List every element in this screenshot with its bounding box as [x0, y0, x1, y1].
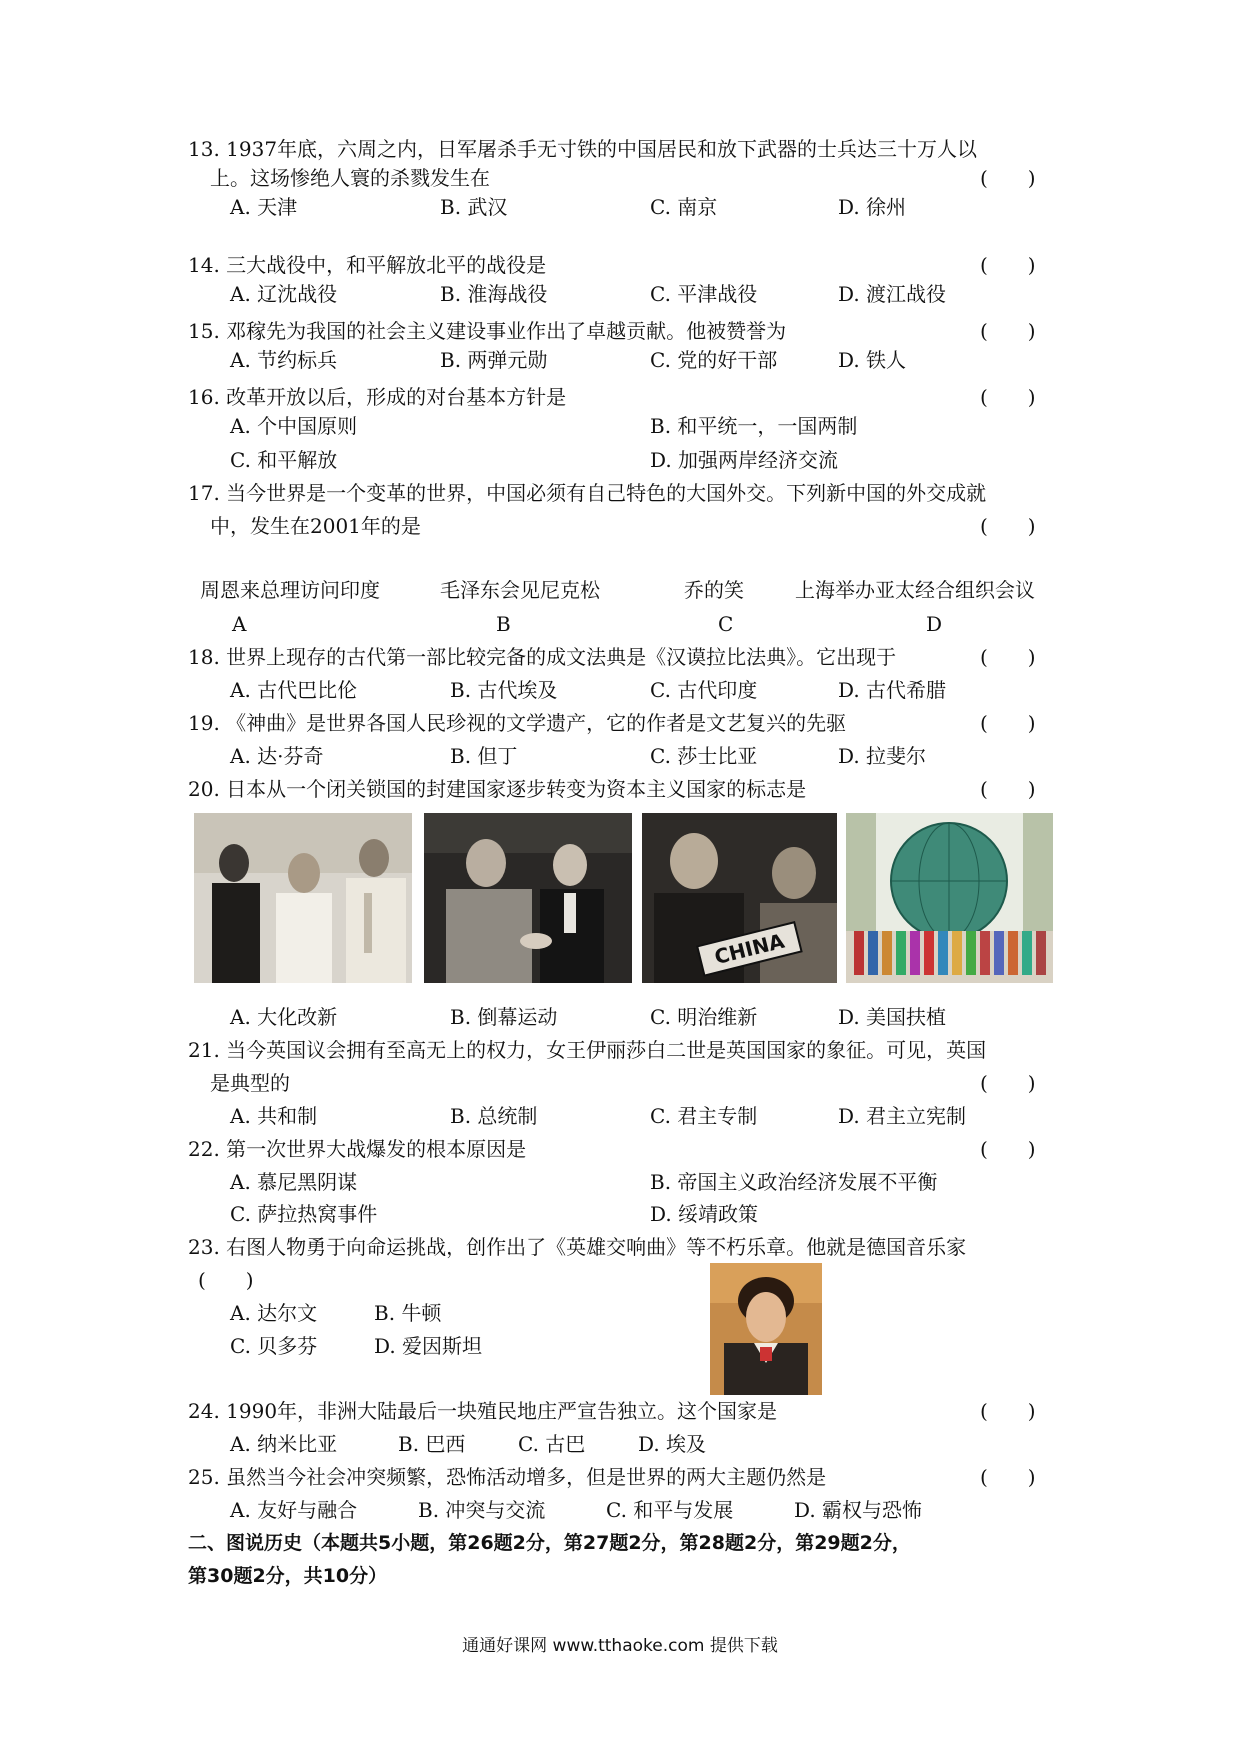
q14-option-c: C. 平津战役	[650, 282, 758, 306]
q25-option-d: D. 霸权与恐怖	[794, 1498, 923, 1522]
q16-option-b: B. 和平统一，一国两制	[650, 414, 858, 438]
q19-option-d: D. 拉斐尔	[838, 744, 927, 768]
q14-stem: 14. 三大战役中，和平解放北平的战役是	[188, 253, 547, 277]
q25-stem: 25. 虽然当今社会冲突频繁，恐怖活动增多，但是世界的两大主题仍然是	[188, 1465, 827, 1489]
q22-answer-blank: ( )	[980, 1137, 1036, 1161]
page-footer: 通通好课网 www.tthaoke.com 提供下载	[462, 1636, 778, 1656]
q23-answer-blank: ( )	[198, 1268, 254, 1292]
q21-option-c: C. 君主专制	[650, 1104, 758, 1128]
q17-caption-c: 乔的笑	[684, 578, 744, 602]
q21-stem-line1: 21. 当今英国议会拥有至高无上的权力，女王伊丽莎白二世是英国国家的象征。可见，英国	[188, 1038, 987, 1062]
q14-option-a: A. 辽沈战役	[230, 282, 338, 306]
q16-option-d: D. 加强两岸经济交流	[650, 448, 839, 472]
q20-stem: 20. 日本从一个闭关锁国的封建国家逐步转变为资本主义国家的标志是	[188, 777, 807, 801]
q20-option-b: B. 倒幕运动	[450, 1005, 558, 1029]
beethoven-portrait	[710, 1263, 822, 1395]
q18-stem: 18. 世界上现存的古代第一部比较完备的成文法典是《汉谟拉比法典》。它出现于	[188, 645, 897, 669]
q21-stem-line2: 是典型的	[210, 1071, 290, 1095]
q17-caption-d: 上海举办亚太经合组织会议	[795, 578, 1035, 602]
q25-option-a: A. 友好与融合	[230, 1498, 358, 1522]
photo-mao-nixon	[424, 813, 632, 983]
q22-option-c: C. 萨拉热窝事件	[230, 1202, 378, 1226]
q17-stem-line1: 17. 当今世界是一个变革的世界，中国必须有自己特色的大国外交。下列新中国的外交成就	[188, 481, 987, 505]
q19-stem: 19. 《神曲》是世界各国人民珍视的文学遗产，它的作者是文艺复兴的先驱	[188, 711, 847, 735]
q22-stem: 22. 第一次世界大战爆发的根本原因是	[188, 1137, 527, 1161]
q18-option-b: B. 古代埃及	[450, 678, 558, 702]
q21-option-a: A. 共和制	[230, 1104, 318, 1128]
q14-option-d: D. 渡江战役	[838, 282, 947, 306]
photo-shanghai-apec	[846, 813, 1053, 983]
photo-china-placard: CHINA	[711, 928, 787, 970]
q17-letter-b: B	[496, 612, 511, 636]
section2-heading-line1: 二、图说历史（本题共5小题，第26题2分，第27题2分，第28题2分，第29题2分，	[188, 1532, 911, 1554]
q16-answer-blank: ( )	[980, 385, 1036, 409]
section2-heading-line2: 第30题2分，共10分）	[188, 1565, 388, 1587]
q21-option-b: B. 总统制	[450, 1104, 538, 1128]
q23-option-b: B. 牛顿	[374, 1301, 442, 1325]
q16-option-c: C. 和平解放	[230, 448, 338, 472]
q24-stem: 24. 1990年，非洲大陆最后一块殖民地庄严宣告独立。这个国家是	[188, 1399, 778, 1423]
q13-answer-blank: ( )	[980, 166, 1036, 190]
q13-stem-line1: 13. 1937年底，六周之内，日军屠杀手无寸铁的中国居民和放下武器的士兵达三十万人以	[188, 137, 978, 161]
q22-option-a: A. 慕尼黑阴谋	[230, 1170, 358, 1194]
q16-stem: 16. 改革开放以后，形成的对台基本方针是	[188, 385, 567, 409]
q13-option-a: A. 天津	[230, 195, 298, 219]
q19-option-a: A. 达·芬奇	[230, 744, 324, 768]
q24-option-d: D. 埃及	[638, 1432, 707, 1456]
q22-option-d: D. 绥靖政策	[650, 1202, 759, 1226]
q17-answer-blank: ( )	[980, 514, 1036, 538]
q13-option-c: C. 南京	[650, 195, 718, 219]
q24-option-a: A. 纳米比亚	[230, 1432, 338, 1456]
q18-option-a: A. 古代巴比伦	[230, 678, 358, 702]
q14-option-b: B. 淮海战役	[440, 282, 548, 306]
q16-option-a: A. 个中国原则	[230, 414, 358, 438]
q18-answer-blank: ( )	[980, 645, 1036, 669]
q23-stem: 23. 右图人物勇于向命运挑战，创作出了《英雄交响曲》等不朽乐章。他就是德国音乐家	[188, 1235, 967, 1259]
q19-option-c: C. 莎士比亚	[650, 744, 758, 768]
q20-option-c: C. 明治维新	[650, 1005, 758, 1029]
q25-option-c: C. 和平与发展	[606, 1498, 734, 1522]
q23-option-a: A. 达尔文	[230, 1301, 318, 1325]
q17-letter-c: C	[718, 612, 734, 636]
q23-option-c: C. 贝多芬	[230, 1334, 318, 1358]
q13-option-b: B. 武汉	[440, 195, 508, 219]
q13-stem-line2: 上。这场惨绝人寰的杀戮发生在	[210, 166, 490, 190]
q15-option-a: A. 节约标兵	[230, 348, 338, 372]
q20-answer-blank: ( )	[980, 777, 1036, 801]
photo-qiao-laugh	[642, 813, 837, 983]
q25-answer-blank: ( )	[980, 1465, 1036, 1489]
q15-stem: 15. 邓稼先为我国的社会主义建设事业作出了卓越贡献。他被赞誉为	[188, 319, 787, 343]
q15-option-d: D. 铁人	[838, 348, 907, 372]
q23-option-d: D. 爱因斯坦	[374, 1334, 483, 1358]
q17-letter-d: D	[926, 612, 943, 636]
q17-letter-a: A	[232, 612, 247, 636]
q24-option-c: C. 古巴	[518, 1432, 586, 1456]
q20-option-a: A. 大化改新	[230, 1005, 338, 1029]
q15-option-c: C. 党的好干部	[650, 348, 778, 372]
q19-option-b: B. 但丁	[450, 744, 518, 768]
q21-answer-blank: ( )	[980, 1071, 1036, 1095]
q25-option-b: B. 冲突与交流	[418, 1498, 546, 1522]
q15-option-b: B. 两弹元勋	[440, 348, 548, 372]
q21-option-d: D. 君主立宪制	[838, 1104, 967, 1128]
q18-option-c: C. 古代印度	[650, 678, 758, 702]
q18-option-d: D. 古代希腊	[838, 678, 947, 702]
q17-stem-line2: 中，发生在2001年的是	[210, 514, 421, 538]
q15-answer-blank: ( )	[980, 319, 1036, 343]
q17-caption-a: 周恩来总理访问印度	[200, 578, 380, 602]
q24-answer-blank: ( )	[980, 1399, 1036, 1423]
q17-caption-b: 毛泽东会见尼克松	[440, 578, 600, 602]
q14-answer-blank: ( )	[980, 253, 1036, 277]
q20-option-d: D. 美国扶植	[838, 1005, 947, 1029]
photo-zhou-enlai-india	[194, 813, 412, 983]
q24-option-b: B. 巴西	[398, 1432, 466, 1456]
q13-option-d: D. 徐州	[838, 195, 907, 219]
q19-answer-blank: ( )	[980, 711, 1036, 735]
q22-option-b: B. 帝国主义政治经济发展不平衡	[650, 1170, 938, 1194]
